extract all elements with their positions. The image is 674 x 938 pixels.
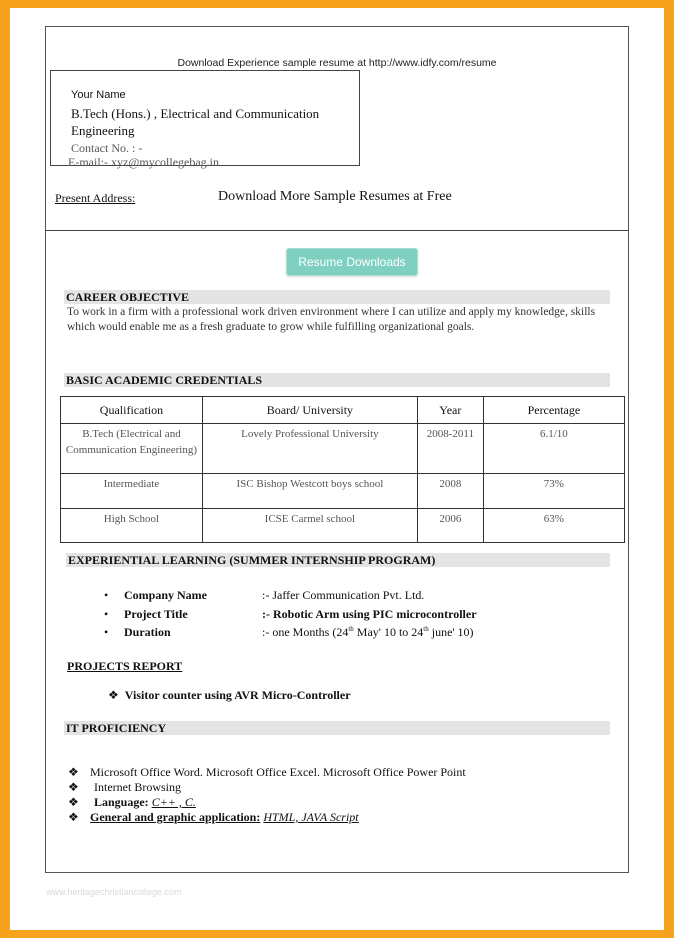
diamond-bullet-icon: ❖ xyxy=(68,810,79,824)
column-header: Percentage xyxy=(483,397,624,424)
table-header-row xyxy=(61,397,625,424)
diamond-bullet-icon: ❖ xyxy=(108,688,119,702)
bullet-icon: • xyxy=(104,625,109,639)
project-title-value: :- Robotic Arm using PIC microcontroller xyxy=(262,606,477,621)
column-header: Qualification xyxy=(61,397,203,424)
column-header: Year xyxy=(417,397,483,424)
academic-heading: BASIC ACADEMIC CREDENTIALS xyxy=(64,373,610,387)
table-cell: High School xyxy=(61,509,203,543)
bullet-icon: • xyxy=(104,606,109,621)
project-item xyxy=(108,688,351,703)
career-objective-heading: CAREER OBJECTIVE xyxy=(64,290,610,304)
table-cell: ISC Bishop Westcott boys school xyxy=(202,474,417,509)
table-row xyxy=(61,474,625,509)
it-item-text: Internet Browsing xyxy=(94,780,181,794)
top-note: Download Experience sample resume at http://www.idfy.com/resume xyxy=(177,57,497,69)
table-row xyxy=(61,509,625,543)
career-objective-text: To work in a firm with a professional work driven environment where I can utilize and apply my knowledge, skills which would enable me as a fresh graduate to grow while fulfilling organizational goals. xyxy=(67,306,596,333)
projects-heading: PROJECTS REPORT xyxy=(67,659,183,673)
watermark: www.heritagechristiancollege.com xyxy=(46,887,182,897)
table-cell: 2006 xyxy=(417,509,483,543)
resume-downloads-button[interactable]: Resume Downloads xyxy=(286,248,418,276)
divider xyxy=(45,230,629,231)
column-header: Board/ University xyxy=(202,397,417,424)
language-item: Language: C++ , C. xyxy=(94,795,196,809)
table-cell: B.Tech (Electrical and Communication Engineering) xyxy=(61,424,203,474)
it-item-text: Microsoft Office Word. Microsoft Office Excel. Microsoft Office Power Point xyxy=(90,765,466,779)
table-cell: 63% xyxy=(483,509,624,543)
internship-heading: EXPERIENTIAL LEARNING (SUMMER INTERNSHIP PROGRAM) xyxy=(66,553,610,567)
table-cell: 73% xyxy=(483,474,624,509)
candidate-name: Your Name xyxy=(71,89,126,101)
resume-page xyxy=(10,8,664,930)
company-label: Company Name xyxy=(124,588,207,602)
table-cell: Lovely Professional University xyxy=(202,424,417,474)
candidate-degree: B.Tech (Hons.) , Electrical and Communication Engineering xyxy=(71,106,320,138)
it-proficiency-heading: IT PROFICIENCY xyxy=(64,721,610,735)
table-cell: ICSE Carmel school xyxy=(202,509,417,543)
table-row xyxy=(61,424,625,474)
diamond-bullet-icon: ❖ xyxy=(68,765,79,779)
project-item-text: Visitor counter using AVR Micro-Controller xyxy=(124,688,351,702)
company-value: :- Jaffer Communication Pvt. Ltd. xyxy=(262,588,425,602)
project-title-label: Project Title xyxy=(124,606,188,621)
table-cell: Intermediate xyxy=(61,474,203,509)
bullet-icon: • xyxy=(104,588,109,602)
duration-label: Duration xyxy=(124,625,171,639)
table-cell: 6.1/10 xyxy=(483,424,624,474)
email-address: E-mail:- xyz@mycollegebag.in xyxy=(68,155,220,169)
header-box xyxy=(50,70,360,169)
academic-table xyxy=(60,396,625,543)
present-address-label: Present Address: xyxy=(55,191,136,205)
duration-value: :- one Months (24th May' 10 to 24th june' 10) xyxy=(262,625,474,639)
contact-number: Contact No. : - xyxy=(71,141,143,155)
table-cell: 2008 xyxy=(417,474,483,509)
table-cell: 2008-2011 xyxy=(417,424,483,474)
diamond-bullet-icon: ❖ xyxy=(68,795,79,809)
promo-text[interactable]: Download More Sample Resumes at Free xyxy=(218,189,452,204)
general-application-item: General and graphic application: HTML, JAVA Script xyxy=(90,810,359,824)
diamond-bullet-icon: ❖ xyxy=(68,780,79,794)
